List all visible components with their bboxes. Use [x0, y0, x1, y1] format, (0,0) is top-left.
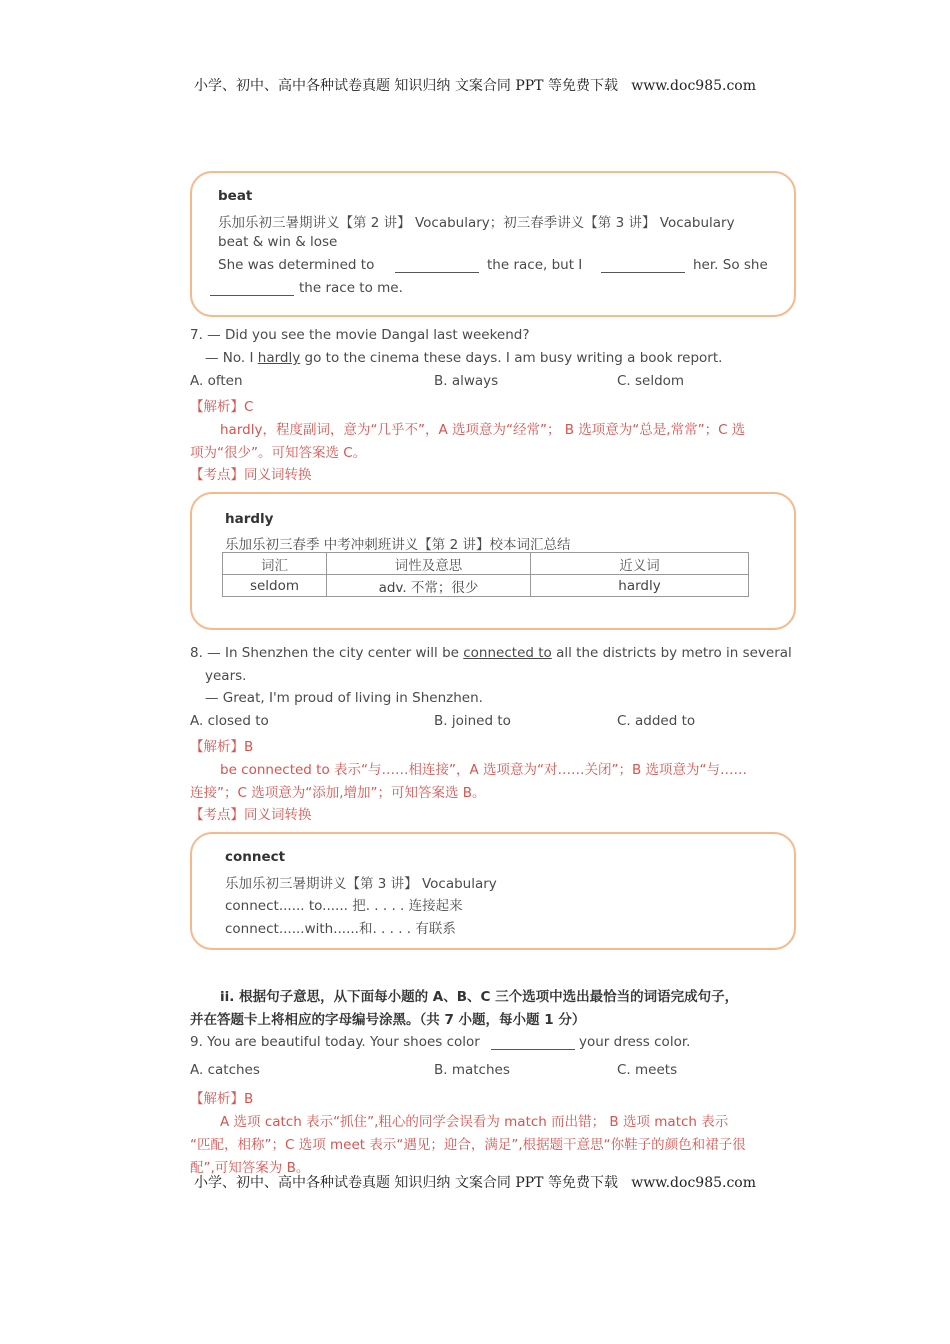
explanation-line: A 选项 catch 表示“抓住”,粗心的同学会误看为 match 而出错； B 选项 match 表示	[220, 1114, 729, 1130]
vocab-word: hardly	[225, 511, 274, 527]
q8-line1b: years.	[205, 668, 247, 684]
table-cell: hardly	[531, 575, 749, 597]
explanation-line: 连接”；C 选项意为“添加,增加”；可知答案选 B。	[190, 785, 486, 801]
vocab-source: 乐加乐初三春季 中考冲刺班讲义【第 2 讲】校本词汇总结	[225, 537, 571, 553]
vocab-word: connect	[225, 849, 286, 865]
explanation-line: 项为“很少”。可知答案选 C。	[190, 445, 367, 461]
vocab-usage: connect...... to...... 把. . . . . 连接起来	[225, 898, 463, 914]
sentence-part: the race to me.	[299, 280, 403, 296]
table-cell: adv. 不常；很少	[327, 575, 531, 597]
vocab-source: 乐加乐初三暑期讲义【第 2 讲】 Vocabulary；初三春季讲义【第 3 讲】 Vocabulary	[218, 215, 735, 231]
option-a: A. catches	[190, 1062, 260, 1078]
table-row	[223, 575, 749, 597]
answer-label: 【解析】C	[190, 399, 254, 415]
point-label: 【考点】同义词转换	[190, 807, 312, 823]
option-b: B. joined to	[434, 713, 511, 729]
explanation-line: be connected to 表示“与……相连接”，A 选项意为“对……关闭”；B 选项意为“与……	[220, 762, 748, 778]
sentence-part: her. So she	[693, 257, 768, 273]
option-b: B. always	[434, 373, 499, 389]
table-header-row	[223, 553, 749, 575]
text: all the districts by metro in several	[551, 645, 792, 661]
blank-line	[210, 283, 294, 296]
blank-line	[395, 260, 479, 273]
table-header-cell: 词性及意思	[327, 553, 531, 575]
blank-line	[601, 260, 685, 273]
vocab-phrase: beat & win & lose	[218, 234, 338, 250]
option-a: A. often	[190, 373, 243, 389]
point-label: 【考点】同义词转换	[190, 467, 312, 483]
q9-text: your dress color.	[579, 1034, 691, 1050]
section-instruction: ii. 根据句子意思，从下面每小题的 A、B、C 三个选项中选出最恰当的词语完成句子，	[220, 989, 739, 1005]
vocab-table	[222, 552, 749, 597]
option-a: A. closed to	[190, 713, 269, 729]
q7-line1: 7. — Did you see the movie Dangal last weekend?	[190, 327, 530, 343]
text: 8. — In Shenzhen the city center will be	[190, 645, 464, 661]
q9-text: 9. You are beautiful today. Your shoes color	[190, 1034, 480, 1050]
option-c: C. meets	[617, 1062, 678, 1078]
sentence-part: the race, but I	[487, 257, 583, 273]
option-c: C. added to	[617, 713, 696, 729]
explanation-line: 配”,可知答案为 B。	[190, 1160, 310, 1176]
sentence-part: She was determined to	[218, 257, 375, 273]
section-instruction: 并在答题卡上将相应的字母编号涂黑。（共 7 小题，每小题 1 分）	[190, 1012, 586, 1028]
text: — No. I	[205, 350, 258, 366]
blank-line	[491, 1037, 575, 1050]
table-header-cell: 词汇	[223, 553, 327, 575]
text: go to the cinema these days. I am busy writing a book report.	[300, 350, 723, 366]
answer-label: 【解析】B	[190, 739, 254, 755]
page-header: 小学、初中、高中各种试卷真题 知识归纳 文案合同 PPT 等免费下载 www.doc985.com	[193, 78, 756, 94]
explanation-line: “匹配，相称”；C 选项 meet 表示“遇见；迎合，满足”,根据题干意思“你鞋子的颜色和裙子很	[190, 1137, 746, 1153]
vocab-source: 乐加乐初三暑期讲义【第 3 讲】 Vocabulary	[225, 876, 497, 892]
q7-line2	[205, 350, 722, 366]
page-footer: 小学、初中、高中各种试卷真题 知识归纳 文案合同 PPT 等免费下载 www.doc985.com	[193, 1175, 756, 1191]
q8-line1	[190, 645, 792, 661]
table-cell: seldom	[223, 575, 327, 597]
underlined-phrase: connected to	[463, 645, 552, 661]
q8-line2: — Great, I'm proud of living in Shenzhen.	[205, 690, 483, 706]
vocab-word: beat	[218, 188, 253, 204]
underlined-word: hardly	[257, 350, 301, 366]
answer-label: 【解析】B	[190, 1091, 254, 1107]
vocab-usage: connect......with......和. . . . . 有联系	[225, 921, 456, 937]
clipped-line	[190, 1156, 796, 1176]
explanation-line: hardly，程度副词，意为“几乎不”，A 选项意为“经常”； B 选项意为“总是,常常”；C 选	[220, 422, 746, 438]
table-header-cell: 近义词	[531, 553, 749, 575]
option-b: B. matches	[434, 1062, 510, 1078]
option-c: C. seldom	[617, 373, 685, 389]
